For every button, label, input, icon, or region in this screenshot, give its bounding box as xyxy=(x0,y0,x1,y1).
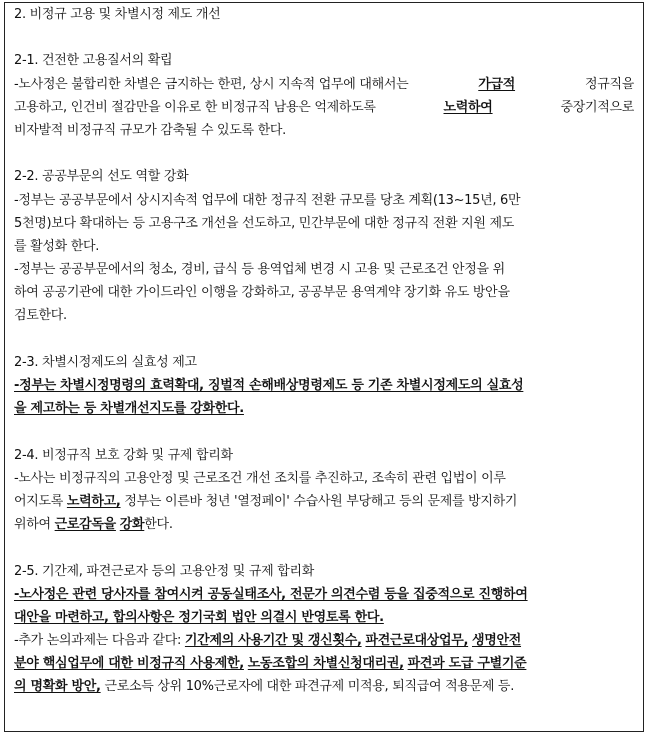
spacer xyxy=(14,420,634,443)
section-2-2-para-2-line-3: 검토한다. xyxy=(14,308,67,324)
section-2-4-heading: 2-4. 비정규직 보호 강화 및 규제 합리화 xyxy=(14,447,233,463)
section-2-1-line-3: 비자발적 비정규직 규모가 감축될 수 있도록 한다. xyxy=(14,122,286,138)
spacer xyxy=(14,142,634,165)
section-2-4-line-2 xyxy=(14,490,634,513)
section-2-2-para-1-line-3: 를 활성화 한다. xyxy=(14,238,100,254)
emphasis-text: 노력하고, xyxy=(66,493,121,509)
emphasis-text: 생명안전 xyxy=(471,633,522,649)
emphasis-text: 파견과 도급 구별기준 xyxy=(407,656,527,672)
section-2-4-line-3 xyxy=(14,513,634,536)
section-2-2-heading: 2-2. 공공부문의 선도 역할 강화 xyxy=(14,169,189,185)
spacer xyxy=(14,328,634,351)
section-2-1-heading: 2-1. 건전한 고용질서의 확립 xyxy=(14,53,173,69)
emphasis-text: 근로감독을 xyxy=(54,517,116,533)
text: -추가 논의과제는 다음과 같다: xyxy=(14,633,182,649)
text: 정부는 이른바 청년 '열정페이' 수습사원 부당해고 등의 문제를 방지하기 xyxy=(124,493,518,509)
emphasis-text: 가급적 xyxy=(478,76,516,92)
emphasis-text: 분야 핵심업무에 대한 비정규직 사용제한, xyxy=(14,656,244,672)
emphasis-text: 의 명확화 방안, xyxy=(14,679,101,695)
section-2-3-heading: 2-3. 차별시정제도의 실효성 제고 xyxy=(14,354,197,370)
section-2-2-para-1-line-1: -정부는 공공부문에서 상시지속적 업무에 대한 정규직 전환 규모를 당초 계획(13~15년, 6만 xyxy=(14,192,521,208)
text: 위하여 xyxy=(14,517,51,533)
emphasis-text: 기간제의 사용기간 및 갱신횟수, xyxy=(184,633,362,649)
section-2-3-line-2: 을 제고하는 등 차별개선지도를 강화한다. xyxy=(14,401,244,417)
section-2-5-line-1: -노사정은 관련 당사자를 참여시켜 공동실태조사, 전문가 의견수렴 등을 집중적으로 진행하여 xyxy=(14,586,528,602)
text: 중장기적으로 xyxy=(560,99,634,115)
spacer xyxy=(14,26,634,49)
emphasis-text: 강화 xyxy=(119,517,145,533)
text: 고용하고, 인건비 절감만을 이유로 한 비정규직 남용은 억제하도록 xyxy=(14,99,376,115)
text: 한다. xyxy=(144,517,173,533)
text: -노사정은 불합리한 차별은 금지하는 한편, 상시 지속적 업무에 대해서는 xyxy=(14,76,409,92)
section-2-3-line-1: -정부는 차별시정명령의 효력확대, 징벌적 손해배상명령제도 등 기존 차별시정제도의 실효성 xyxy=(14,378,524,393)
section-2-5-heading: 2-5. 기간제, 파견근로자 등의 고용안정 및 규제 합리화 xyxy=(14,563,314,579)
section-2-5-line-2: 대안을 마련하고, 합의사항은 정기국회 법안 의결시 반영토록 한다. xyxy=(14,609,384,625)
section-2-1-line-1 xyxy=(14,73,634,96)
section-2-2-para-2-line-1: -정부는 공공부문에서의 청소, 경비, 급식 등 용역업체 변경 시 고용 및 근로조건 안정을 위 xyxy=(14,262,505,278)
section-2-2-para-1-line-2: 5천명)보다 확대하는 등 고용구조 개선을 선도하고, 민간부문에 대한 정규직 전환 지원 제도 xyxy=(14,215,515,231)
section-2-2-para-2-line-2: 하여 공공기관에 대한 가이드라인 이행을 강화하고, 공공부문 용역계약 장기화 유도 방안을 xyxy=(14,285,510,301)
text: 근로소득 상위 10%근로자에 대한 파견규제 미적용, 퇴직급여 적용문제 등. xyxy=(104,679,515,695)
emphasis-text: 노동조합의 차별신청대리권, xyxy=(247,656,404,672)
section-2-5-line-3 xyxy=(14,629,634,652)
section-2-5-line-4 xyxy=(14,652,634,675)
section-2-1-line-2 xyxy=(14,96,634,119)
emphasis-text: 노력하여 xyxy=(443,99,493,115)
spacer xyxy=(14,536,634,559)
emphasis-text: 파견근로대상업무, xyxy=(365,633,469,649)
text: 정규직을 xyxy=(584,76,634,92)
section-2-4-line-1: -노사는 비정규직의 고용안정 및 근로조건 개선 조치를 추진하고, 조속히 관련 입법이 이루 xyxy=(14,470,506,486)
document-content xyxy=(14,3,634,699)
text: 어지도록 xyxy=(14,493,64,509)
document-title: 2. 비정규 고용 및 차별시정 제도 개선 xyxy=(14,7,221,22)
section-2-5-line-5 xyxy=(14,675,634,698)
